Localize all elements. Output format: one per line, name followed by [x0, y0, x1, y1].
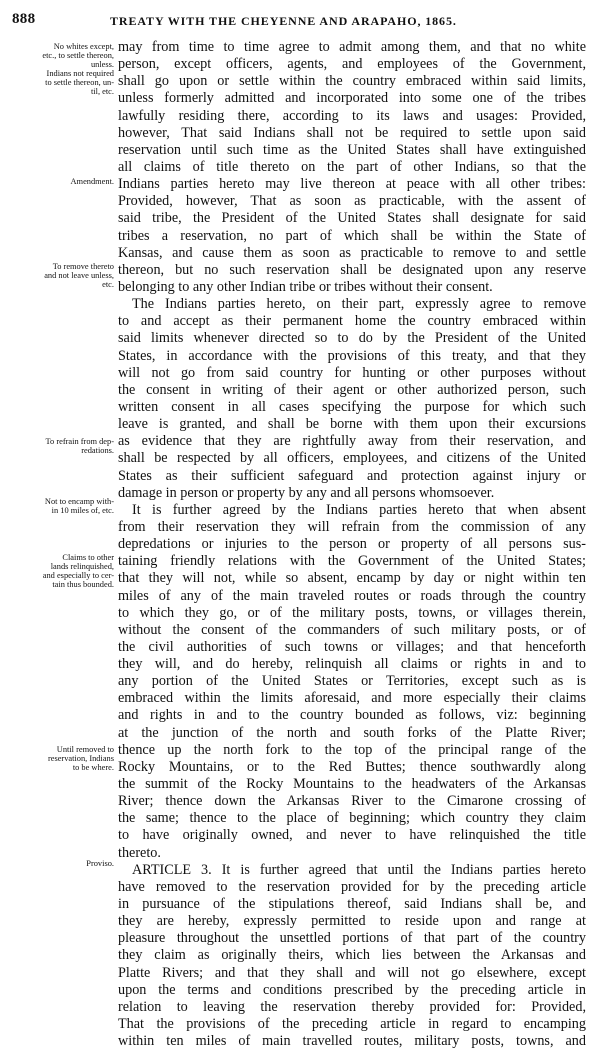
text-line: embraced within the limits aforesaid, and more especially their claims — [118, 690, 586, 707]
text-line: Indians parties hereto may live thereon at peace with all other tribes: — [118, 176, 586, 193]
text-line: from their reservation they will refrain from the commission of any — [118, 518, 586, 535]
text-line: taining friendly relations with the Government of the United States; — [118, 553, 586, 570]
text-line: to have originally owned, and never to have relinquished the title — [118, 827, 586, 844]
treaty-body-text — [118, 39, 586, 1050]
margin-note: To remove thereto and not leave unless, etc. — [44, 262, 114, 289]
text-line: without the consent of the commanders of such military posts, or of — [118, 621, 586, 638]
text-line: as evidence that they are rightfully away from their reservation, and — [118, 433, 586, 450]
text-line: damage in person or property by any and all persons whomsoever. — [118, 484, 495, 501]
text-line: thereon, but no such reservation shall be designated upon any reserve — [118, 261, 586, 278]
margin-note: No whites except, etc., to settle thereon, unless. — [42, 42, 114, 69]
margin-note: Not to encamp with- in 10 miles of, etc. — [44, 497, 114, 515]
margin-note: Proviso. — [86, 859, 114, 868]
text-line: upon the terms and conditions prescribed by the preceding article in — [118, 981, 586, 998]
text-line: in pursuance of the stipulations thereof, said Indians shall be, and — [118, 896, 586, 913]
text-line: That the provisions of the preceding article in regard to encamping — [118, 1016, 586, 1033]
text-line: Platte Rivers; and that they shall and will not go elsewhere, except — [118, 964, 586, 981]
text-line: leave is granted, and shall be borne with them upon their excursions — [118, 416, 586, 433]
text-line: River; thence down the Arkansas River to the Cimarone crossing of — [118, 793, 586, 810]
text-line: to and accept as their permanent home the country embraced within — [118, 313, 586, 330]
margin-note: Until removed to reservation, Indians to be where. — [47, 745, 114, 772]
text-line: written consent in all cases specifying the purpose for which such — [118, 398, 586, 415]
text-line: said tribe, the President of the United States shall designate for said — [118, 210, 586, 227]
text-line: to which they go, or of the military posts, towns, or villages therein, — [118, 604, 586, 621]
margin-note: Amendment. — [70, 177, 114, 186]
text-line: the same; thence to the place of beginning; which country they claim — [118, 810, 586, 827]
text-line: they will, and do hereby, relinquish all claims or rights in and to — [118, 656, 586, 673]
text-line: they claim as originally theirs, which lies between the Arkansas and — [118, 947, 586, 964]
text-line: unless formerly admitted and incorporated into some one of the tribes — [118, 90, 586, 107]
text-line: within ten miles of main travelled routes, military posts, towns, and — [118, 1033, 586, 1050]
text-line: all claims of title thereto on the part of other Indians, so that the — [118, 158, 586, 175]
text-line: States, in accordance with the provisions of this treaty, and that they — [118, 347, 586, 364]
text-line: The Indians parties hereto, on their part, expressly agree to remove — [132, 296, 586, 313]
text-line: that they will not, while so absent, encamp by day or night within ten — [118, 570, 586, 587]
margin-note: To refrain from dep- redations. — [45, 437, 114, 455]
text-line: they are hereby, expressly permitted to reside upon and range at — [118, 913, 586, 930]
text-line: any portion of the United States or Territories, except such as is — [118, 673, 586, 690]
text-line: person, except officers, agents, and employees of the Government, — [118, 56, 586, 73]
text-line: ARTICLE 3. It is further agreed that until the Indians parties hereto — [132, 861, 586, 878]
text-line: tribes a reservation, no part of which shall be within the State of — [118, 227, 586, 244]
text-line: have removed to the reservation provided for by the preceding article — [118, 878, 586, 895]
running-head: TREATY WITH THE CHEYENNE AND ARAPAHO, 1865. — [110, 14, 457, 28]
text-line: shall go upon or settle within the country embraced within said limits, — [118, 73, 586, 90]
text-line: Provided, however, That as soon as practicable, with the assent of — [118, 193, 586, 210]
text-line: relation to leaving the reservation thereby provided for: Provided, — [118, 998, 586, 1015]
text-line: miles of any of the main traveled routes or roads through the country — [118, 587, 586, 604]
text-line: the consent in writing of their agent or other authorized person, such — [118, 381, 586, 398]
text-line: belonging to any other Indian tribe or tribes without their consent. — [118, 278, 493, 295]
text-line: thence up the north fork to the top of the principal range of the — [118, 741, 586, 758]
page-number: 888 — [12, 11, 36, 27]
page-header — [0, 11, 600, 35]
text-line: It is further agreed by the Indians parties hereto that when absent — [132, 501, 586, 518]
text-line: Kansas, and cause them as soon as practicable to remove to and settle — [118, 244, 586, 261]
text-line: said limits whenever directed so to do by the President of the United — [118, 330, 586, 347]
text-line: reservation until such time as the United States shall have extinguished — [118, 141, 586, 158]
text-line: States as their sufficient safeguard and protection against injury or — [118, 467, 586, 484]
text-line: shall be respected by all officers, employees, and citizens of the United — [118, 450, 586, 467]
text-line: the summit of the Rocky Mountains to the headwaters of the Arkansas — [118, 776, 586, 793]
text-line: at the junction of the north and south forks of the Platte River; — [118, 724, 586, 741]
margin-note: Claims to other lands relinquished, and especially to cer- tain thus bounded. — [42, 553, 114, 589]
text-line: depredations or injuries to the person or property of all persons sus- — [118, 536, 586, 553]
text-line: Rocky Mountains, or to the Red Buttes; thence southwardly along — [118, 758, 586, 775]
text-line: thereto. — [118, 844, 161, 861]
text-line: and rights in and to the country bounded as follows, viz: beginning — [118, 707, 586, 724]
text-line: the civil authorities of such towns or villages; and that henceforth — [118, 638, 586, 655]
margin-note: Indians not required to settle thereon, un- til, etc. — [45, 69, 114, 96]
text-line: lawfully residing there, according to its laws and usages: Provided, — [118, 107, 586, 124]
text-line: may from time to time agree to admit among them, and that no white — [118, 39, 586, 55]
text-line: however, That said Indians shall not be required to settle upon said — [118, 124, 586, 141]
text-line: will not go from said country for hunting or other purposes without — [118, 364, 586, 381]
text-line: pleasure throughout the unsettled portions of that part of the country — [118, 930, 586, 947]
